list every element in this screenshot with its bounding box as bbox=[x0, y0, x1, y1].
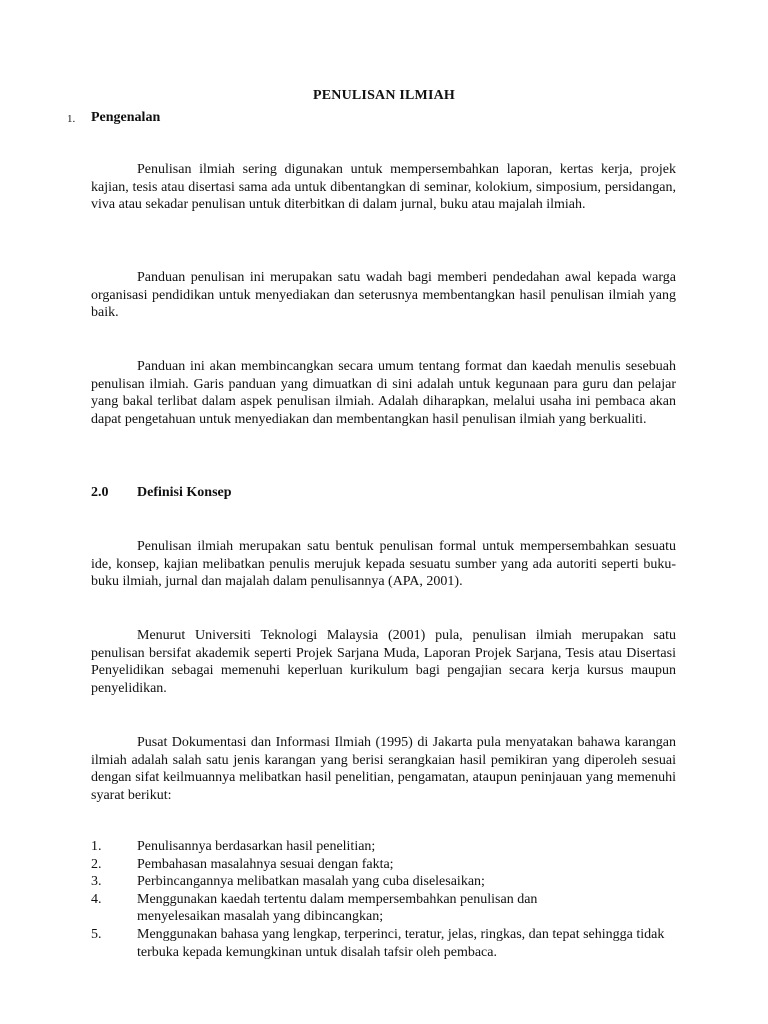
list-item-number: 5. bbox=[91, 926, 102, 942]
list-item-text: Menggunakan kaedah tertentu dalam mempersembahkan penulisan dan menyelesaikan masalah yang dibincangkan; bbox=[137, 891, 538, 925]
list-item-number: 3. bbox=[91, 874, 102, 890]
list-item bbox=[91, 926, 676, 961]
list-item-number: 1. bbox=[91, 839, 102, 854]
list-item-text: Perbincangannya melibatkan masalah yang cuba diselesaikan; bbox=[137, 874, 485, 890]
list-item-text: Penulisannya berdasarkan hasil penelitian; bbox=[137, 839, 376, 854]
list-item-text: Menggunakan bahasa yang lengkap, terperinci, teratur, jelas, ringkas, dan tepat sehingga tidak terbuka kepada kemungkinan untuk disalah tafsir oleh pembaca. bbox=[137, 926, 665, 960]
list-item-number: 4. bbox=[91, 891, 102, 907]
list-item-number: 2. bbox=[91, 856, 102, 872]
section-1-paragraph-3: Panduan ini akan membincangkan secara umum tentang format dan kaedah menulis sesebuah penulisan ilmiah. Garis panduan yang dimuatkan di sini adalah untuk kegunaan para guru dan pelajar yang bakal terlibat dalam aspek penulisan ilmiah. Adalah diharapkan, melalui usaha ini pembaca akan dapat pengetahuan untuk menyediakan dan membentangkan hasil penulisan ilmiah yang berkualiti. bbox=[91, 359, 676, 427]
section-2-paragraph-2: Menurut Universiti Teknologi Malaysia (2001) pula, penulisan ilmiah merupakan satu penulisan bersifat akademik seperti Projek Sarjana Muda, Laporan Projek Sarjana, Tesis atau Disertasi Penyelidikan sebagai memenuhi keperluan kurikulum bagi pengajian secara kerja kursus maupun penyelidikan. bbox=[91, 628, 676, 696]
section-1-number: 1. bbox=[67, 113, 76, 125]
requirements-list bbox=[91, 838, 676, 961]
list-item-text: Pembahasan masalahnya sesuai dengan fakta; bbox=[137, 856, 394, 872]
list-item bbox=[91, 891, 676, 926]
list-item bbox=[91, 873, 676, 891]
section-1-paragraph-2: Panduan penulisan ini merupakan satu wadah bagi memberi pendedahan awal kepada warga organisasi pendidikan untuk menyediakan dan seterusnya membentangkan hasil penulisan ilmiah yang baik. bbox=[91, 270, 676, 321]
list-item bbox=[91, 838, 676, 856]
section-2-heading: Definisi Konsep bbox=[137, 485, 232, 500]
section-2-paragraph-1: Penulisan ilmiah merupakan satu bentuk penulisan formal untuk mempersembahkan sesuatu ide, konsep, kajian melibatkan penulis merujuk kepada sesuatu sumber yang ada autoriti seperti buku-buku ilmiah, jurnal dan majalah dalam penulisannya (APA, 2001). bbox=[91, 539, 676, 590]
section-2-paragraph-3: Pusat Dokumentasi dan Informasi Ilmiah (1995) di Jakarta pula menyatakan bahawa karangan ilmiah adalah salah satu jenis karangan yang berisi serangkaian hasil pemikiran yang diperoleh sesuai dengan sifat keilmuannya melibatkan hasil penelitian, pengamatan, ataupun peninjauan yang memenuhi syarat berikut: bbox=[91, 735, 676, 803]
list-item bbox=[91, 856, 676, 874]
section-1-heading: Pengenalan bbox=[91, 110, 161, 125]
page-title: PENULISAN ILMIAH bbox=[312, 88, 456, 103]
section-1-paragraph-1: Penulisan ilmiah sering digunakan untuk mempersembahkan laporan, kertas kerja, projek kajian, tesis atau disertasi sama ada untuk dibentangkan di seminar, kolokium, simposium, persidangan, viva atau sekadar penulisan untuk diterbitkan di dalam jurnal, buku atau majalah ilmiah. bbox=[91, 162, 676, 213]
section-2-number: 2.0 bbox=[91, 485, 109, 500]
